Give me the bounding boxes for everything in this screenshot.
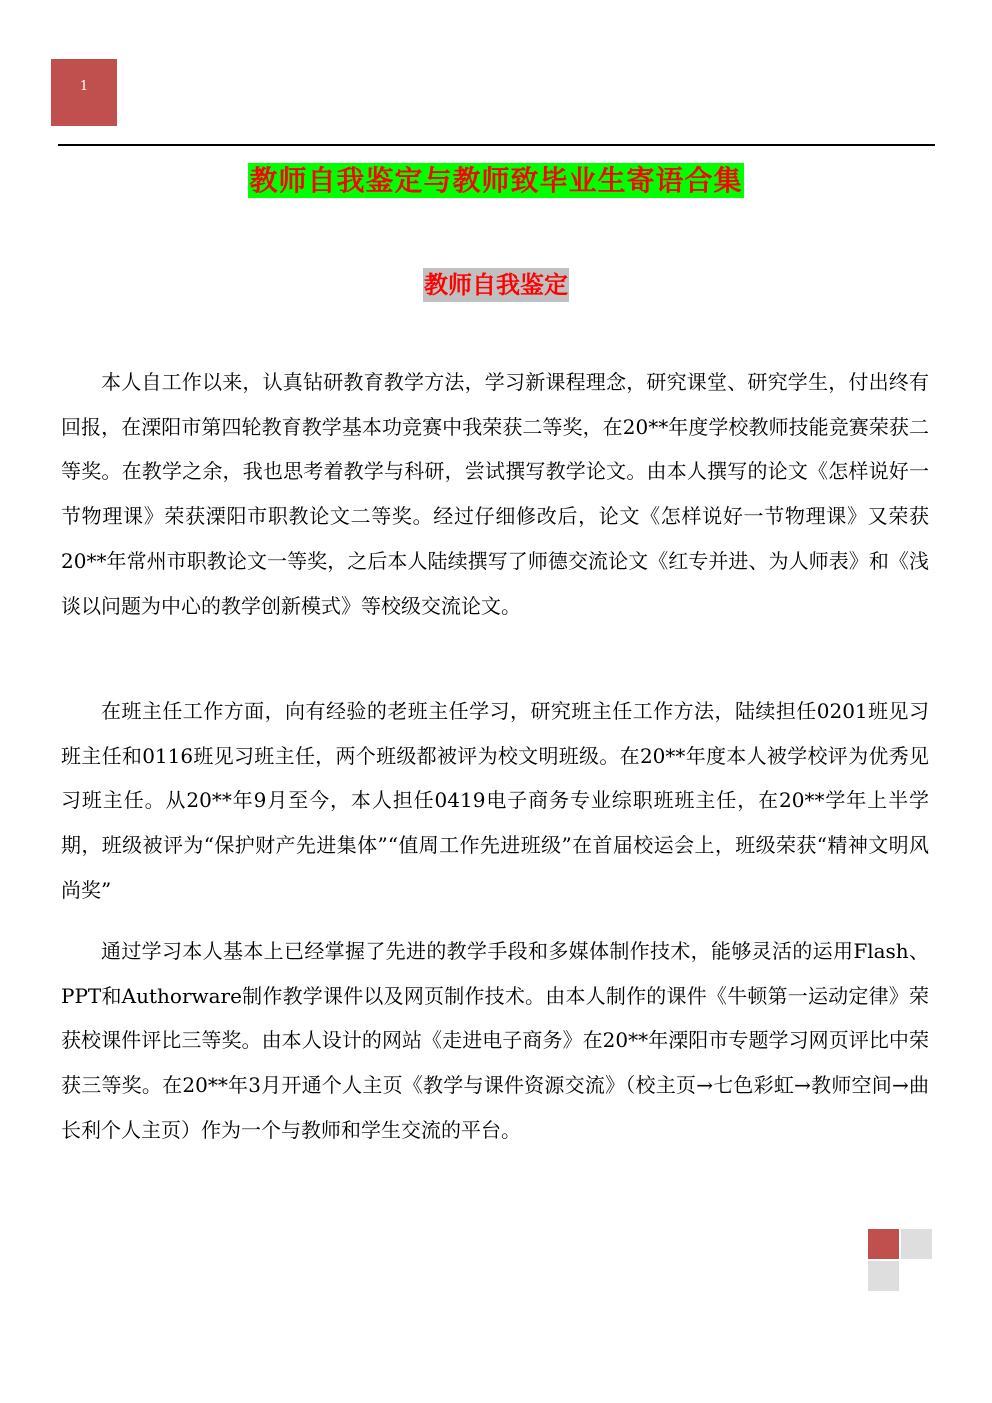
header-divider xyxy=(58,144,935,146)
paragraph-text: 在班主任工作方面，向有经验的老班主任学习，研究班主任工作方法，陆续担任0201班见习班主任和0116班见习班主任，两个班级都被评为校文明班级。在20**年度本人被学校评为优秀见习班主任。从20**年9月至今，本人担任0419电子商务专业综职班班主任，在20**学年上半学期，班级被评为“保护财产先进集体”“值周工作先进班级”在首届校运会上，班级荣获“精神文明风尚奖” xyxy=(61,699,929,902)
body-paragraph-3 xyxy=(61,929,929,1153)
body-paragraph-1 xyxy=(61,360,929,628)
page-number-box xyxy=(51,59,117,126)
section-heading: 教师自我鉴定 xyxy=(423,268,569,302)
document-title: 教师自我鉴定与教师致毕业生寄语合集 xyxy=(249,164,743,197)
paragraph-text: 通过学习本人基本上已经掌握了先进的教学手段和多媒体制作技术，能够灵活的运用Flash、PPT和Authorware制作教学课件以及网页制作技术。由本人制作的课件《牛顿第一运动定律》荣获校课件评比三等奖。由本人设计的网站《走进电子商务》在20**年溧阳市专题学习网页评比中荣获三等奖。在20**年3月开通个人主页《教学与课件资源交流》（校主页→七色彩虹→教师空间→曲长利个人主页）作为一个与教师和学生交流的平台。 xyxy=(61,939,929,1142)
document-title-container xyxy=(0,163,992,198)
corner-decoration-gray-square xyxy=(901,1229,932,1259)
corner-decoration-gray-square xyxy=(868,1261,899,1291)
paragraph-text: 本人自工作以来，认真钻研教育教学方法，学习新课程理念，研究课堂、研究学生，付出终有回报，在溧阳市第四轮教育教学基本功竞赛中我荣获二等奖，在20**年度学校教师技能竞赛荣获二等奖。在教学之余，我也思考着教学与科研，尝试撰写教学论文。由本人撰写的论文《怎样说好一节物理课》荣获溧阳市职教论文二等奖。经过仔细修改后，论文《怎样说好一节物理课》又荣获20**年常州市职教论文一等奖，之后本人陆续撰写了师德交流论文《红专并进、为人师表》和《浅谈以问题为中心的教学创新模式》等校级交流论文。 xyxy=(61,370,929,618)
page-number: 1 xyxy=(79,79,89,94)
body-paragraph-2 xyxy=(61,689,929,913)
section-heading-container xyxy=(0,268,992,302)
corner-decoration-red-square xyxy=(868,1229,899,1259)
